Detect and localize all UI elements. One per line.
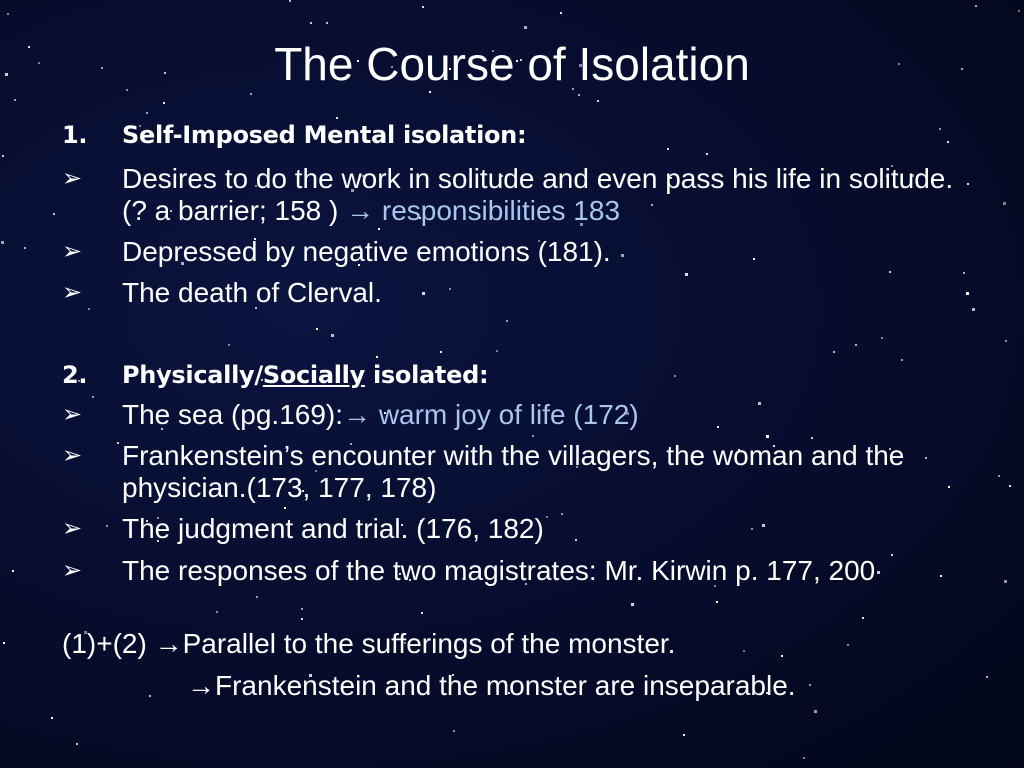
- section-1-label: Self-Imposed Mental isolation:: [122, 121, 527, 149]
- bullet-arrow-icon: ➢: [62, 515, 83, 542]
- bullet-text: Depressed by negative emotions (181).: [122, 236, 611, 267]
- bullet-arrow-icon: ➢: [62, 442, 83, 469]
- section-2-heading: [62, 360, 488, 390]
- arrow-right-icon: →: [343, 399, 372, 430]
- bullet-text: The judgment and trial. (176, 182): [122, 513, 544, 544]
- bullet-text: The sea (pg.169):: [122, 399, 344, 430]
- slide-title: The Course of Isolation: [274, 38, 750, 90]
- conclusion-text-2: Frankenstein and the monster are inseparable.: [215, 670, 796, 701]
- section-2-label-b: Socially: [262, 361, 365, 389]
- bullet-arrow-icon: ➢: [62, 557, 83, 584]
- section-2-label-a: Physically/: [122, 361, 263, 389]
- bullet-text: Desires to do the work in solitude and even pass his life in solitude.(? a barrier; 158 ): [122, 163, 954, 226]
- section-2-number: 2.: [62, 361, 88, 389]
- bullet-item: [62, 236, 962, 268]
- bullet-arrow-icon: ➢: [62, 279, 83, 306]
- bullet-arrow-icon: ➢: [62, 401, 83, 428]
- conclusion-line-1: [62, 628, 675, 660]
- conclusion-text-1: Parallel to the sufferings of the monster.: [182, 628, 676, 659]
- conclusion-line-2: [187, 670, 796, 702]
- section-1-heading: [62, 120, 526, 150]
- bullet-item: [62, 440, 962, 504]
- bullet-item: [62, 513, 962, 545]
- arrow-right-icon: →: [346, 195, 375, 226]
- bullet-link-text: responsibilities 183: [381, 195, 621, 226]
- bullet-item: [62, 163, 962, 227]
- arrow-right-icon: →: [187, 670, 215, 701]
- arrow-right-icon: →: [154, 628, 183, 659]
- bullet-text: Frankenstein’s encounter with the villagers, the woman and the physician.(173, 177, 178): [122, 440, 905, 503]
- bullet-arrow-icon: ➢: [62, 165, 83, 192]
- bullet-text: The death of Clerval.: [122, 277, 382, 308]
- bullet-item: [62, 555, 962, 587]
- section-2-label-c: isolated:: [364, 361, 489, 389]
- bullet-text: The responses of the two magistrates: Mr. Kirwin p. 177, 200: [122, 555, 876, 586]
- bullet-item: [62, 277, 962, 309]
- bullet-link-text: warm joy of life (172): [378, 399, 639, 430]
- bullet-item: [62, 399, 962, 431]
- section-1-number: 1.: [62, 121, 88, 149]
- conclusion-prefix: (1)+(2): [62, 628, 155, 659]
- bullet-arrow-icon: ➢: [62, 238, 83, 265]
